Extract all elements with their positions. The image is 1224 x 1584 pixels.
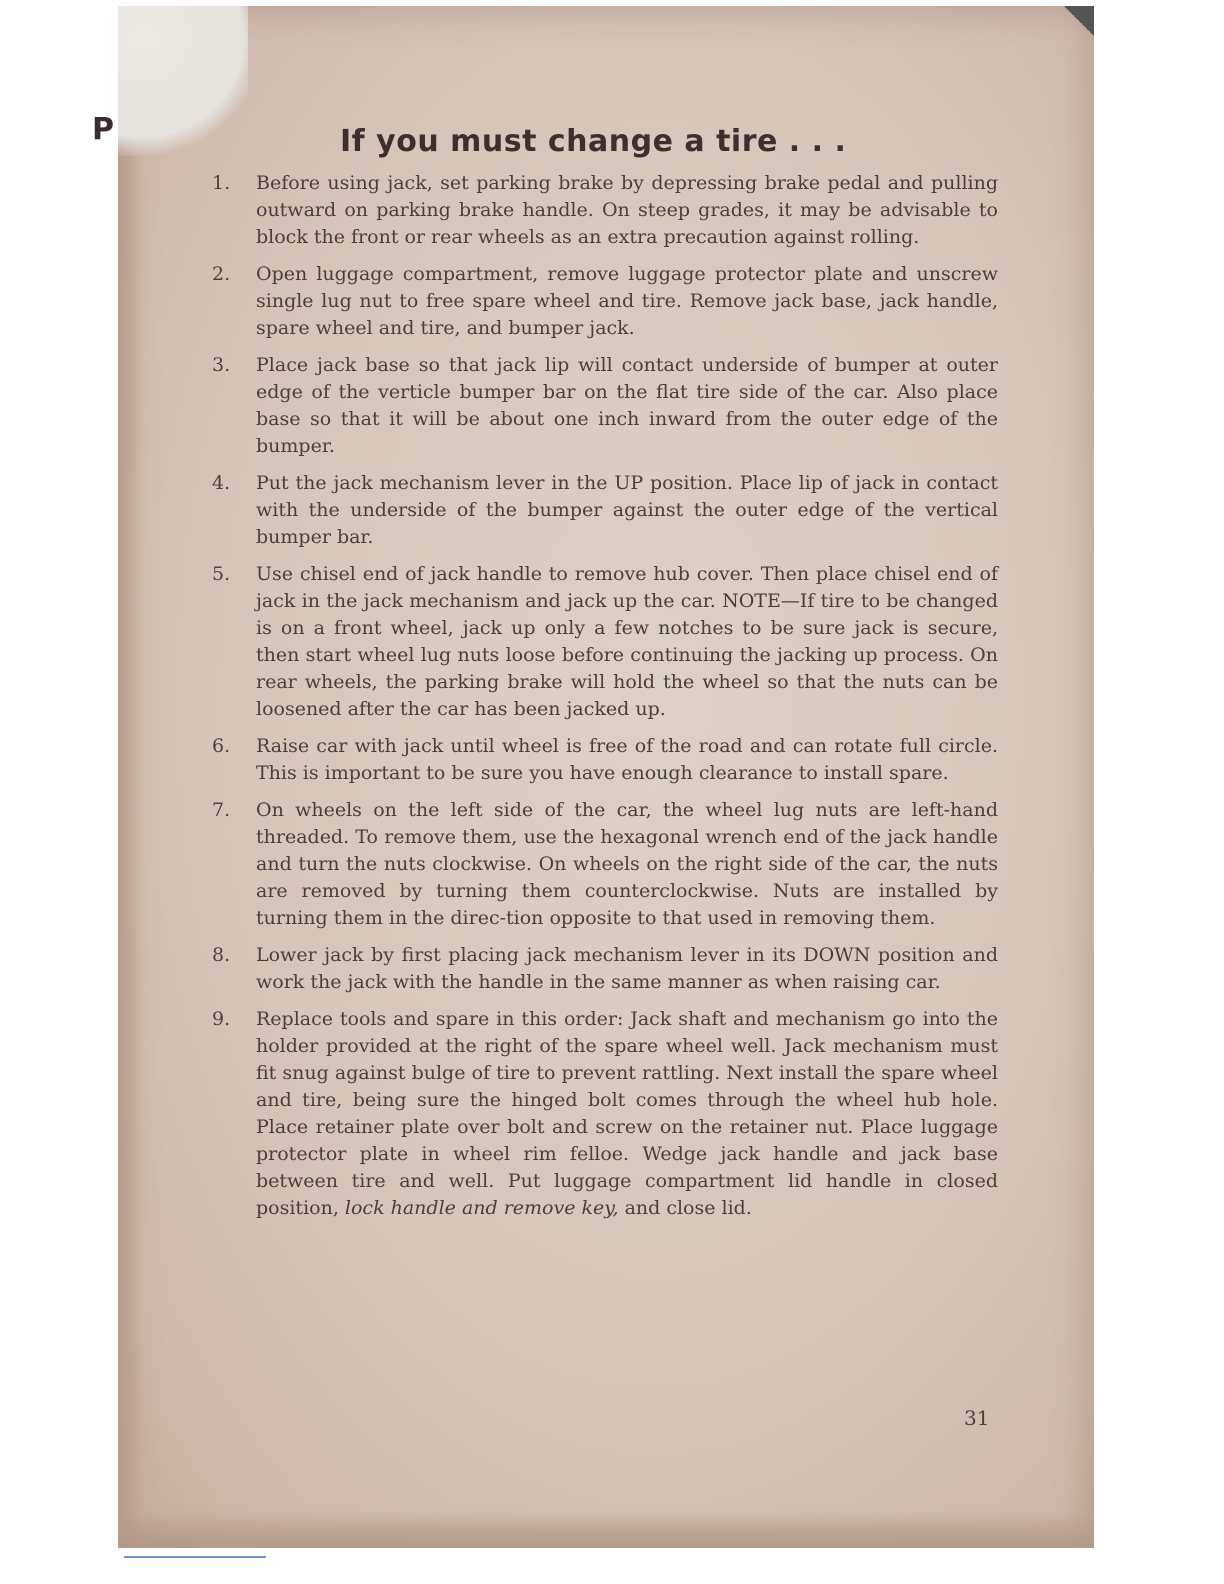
torn-corner bbox=[118, 6, 248, 166]
step-item bbox=[212, 561, 998, 723]
step-text: Put the jack mechanism lever in the UP position. Place lip of jack in contact with the underside of the bumper against the outer edge of the vertical bumper bar. bbox=[256, 472, 998, 548]
step-number: 8. bbox=[212, 944, 231, 966]
paper-shadow-left bbox=[118, 156, 142, 1548]
step-text: Raise car with jack until wheel is free of the road and can rotate full circle. This is important to be sure you have enough clearance to install spare. bbox=[256, 735, 998, 784]
step-item bbox=[212, 797, 998, 932]
paper-shadow-bottom bbox=[118, 1512, 1094, 1548]
step-number: 7. bbox=[212, 799, 231, 821]
step-text-tail: and close lid. bbox=[624, 1197, 752, 1219]
step-number: 5. bbox=[212, 563, 231, 585]
step-item bbox=[212, 261, 998, 342]
step-item bbox=[212, 733, 998, 787]
step-text-main: Replace tools and spare in this order: Jack shaft and mechanism go into the holder provided at the right of the spare wheel well. Jack mechanism must fit snug against bulge of tire to prevent rattling. Next install the spare wheel and tire, being sure the hinged bolt comes through the wheel hub hole. Place retainer plate over bolt and screw on the retainer nut. Place luggage protector plate in wheel rim felloe. Wedge jack handle and jack base between tire and well. Put luggage compartment lid handle in closed position, bbox=[256, 1008, 998, 1219]
corner-fold-mark bbox=[1064, 6, 1094, 36]
step-number: 3. bbox=[212, 354, 231, 376]
step-number: 1. bbox=[212, 172, 231, 194]
step-text: On wheels on the left side of the car, the wheel lug nuts are left-hand threaded. To remove them, use the hexagonal wrench end of the jack handle and turn the nuts clockwise. On wheels on the right side of the car, the nuts are removed by turning them counterclockwise. Nuts are installed by turning them in the direc-tion opposite to that used in removing them. bbox=[256, 799, 998, 929]
step-item bbox=[212, 352, 998, 460]
step-text-italic: lock handle and remove key, bbox=[344, 1197, 619, 1219]
step-text: Open luggage compartment, remove luggage protector plate and unscrew single lug nut to free spare wheel and tire. Remove jack base, jack handle, spare wheel and tire, and bumper jack. bbox=[256, 263, 998, 339]
step-number: 4. bbox=[212, 472, 231, 494]
step-item bbox=[212, 170, 998, 251]
page-title: If you must change a tire . . . bbox=[340, 124, 847, 159]
step-number: 9. bbox=[212, 1008, 231, 1030]
page-number: 31 bbox=[964, 1406, 990, 1430]
step-number: 6. bbox=[212, 735, 231, 757]
edge-letter: P bbox=[92, 112, 114, 147]
step-item bbox=[212, 942, 998, 996]
step-item bbox=[212, 1006, 998, 1222]
step-text: Before using jack, set parking brake by depressing brake pedal and pulling outward on parking brake handle. On steep grades, it may be advisable to block the front or rear wheels as an extra precaution against rolling. bbox=[256, 172, 998, 248]
step-text: Lower jack by first placing jack mechanism lever in its DOWN position and work the jack with the handle in the same manner as when raising car. bbox=[256, 944, 998, 993]
step-number: 2. bbox=[212, 263, 231, 285]
instruction-list bbox=[212, 170, 998, 1232]
bottom-rule bbox=[124, 1556, 266, 1558]
step-text: Place jack base so that jack lip will contact underside of bumper at outer edge of the verticle bumper bar on the flat tire side of the car. Also place base so that it will be about one inch inward from the outer edge of the bumper. bbox=[256, 354, 998, 457]
step-item bbox=[212, 470, 998, 551]
step-text: Use chisel end of jack handle to remove hub cover. Then place chisel end of jack in the jack mechanism and jack up the car. NOTE—If tire to be changed is on a front wheel, jack up only a few notches to be sure jack is secure, then start wheel lug nuts loose before continuing the jacking up process. On rear wheels, the parking brake will hold the wheel so that the nuts can be loosened after the car has been jacked up. bbox=[256, 563, 998, 720]
step-text bbox=[256, 1006, 998, 1222]
